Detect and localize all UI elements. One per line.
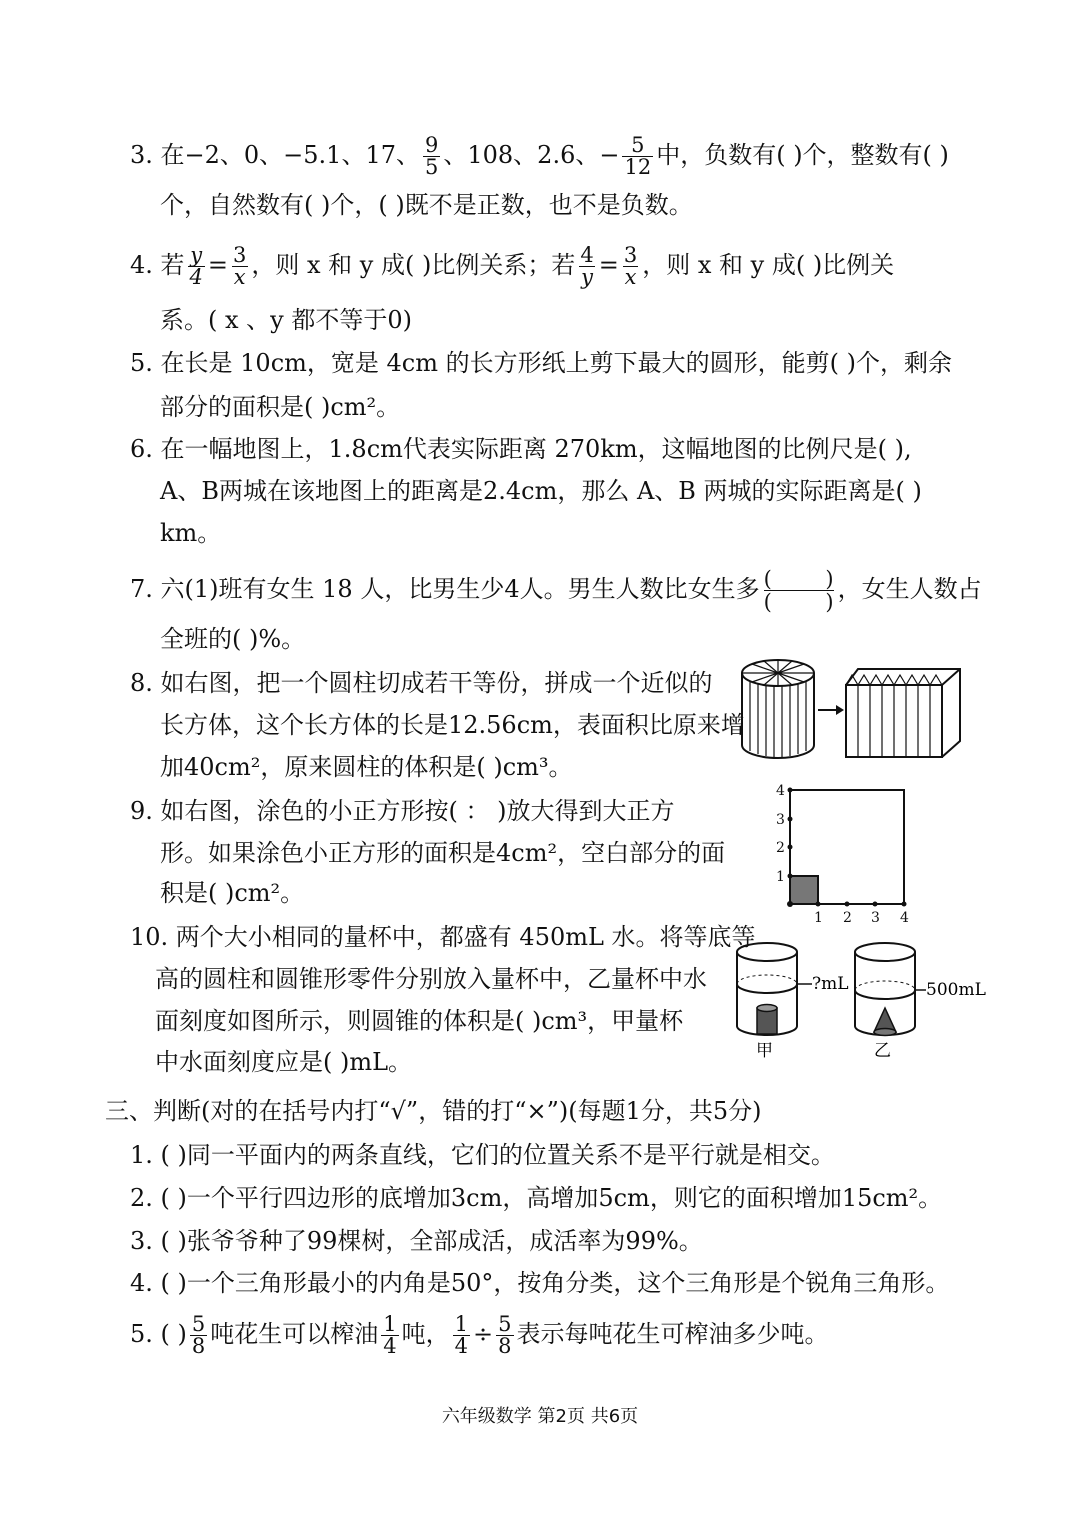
cup-a-level-label: ?mL xyxy=(812,974,849,994)
q7-line1: 7. 六(1)班有女生 18 人，比男生少4人。男生人数比女生多 ( ) ( ) ，女生人数占 xyxy=(130,567,982,614)
x-tick-label: 2 xyxy=(843,910,852,926)
q9-line1: 9. 如右图，涂色的小正方形按( ： )放大得到大正方 xyxy=(130,797,675,825)
q4-line1: 4. 若 $\frac{y}{4}$ = $\frac{3}{x}$ ，则 x 和 y 成( )比例关系；若 $\frac{4}{y}$ = $\frac{3}{x}$ ，则 x 和 y 成( )比例关 xyxy=(130,243,895,289)
fraction: $\frac{1}{4}$ xyxy=(383,1312,397,1358)
q10-line3: 面刻度如图所示，则圆锥的体积是( )cm³，甲量杯 xyxy=(155,1007,684,1035)
y-tick-label: 2 xyxy=(776,840,785,856)
q9-line3: 积是( )cm²。 xyxy=(160,879,305,907)
y-tick-label: 4 xyxy=(776,783,785,799)
q8-line1: 8. 如右图，把一个圆柱切成若干等份，拼成一个近似的 xyxy=(130,669,713,697)
blank-fraction: ( ) ( ) xyxy=(763,567,834,614)
q6-line2: A、B两城在该地图上的距离是2.4cm，那么 A、B 两城的实际距离是( ) xyxy=(160,477,922,505)
measuring-cups-figure xyxy=(732,938,986,1063)
judge-item-2: 2. ( )一个平行四边形的底增加3cm，高增加5cm，则它的面积增加15cm²。 xyxy=(130,1184,943,1212)
q10-line2: 高的圆柱和圆锥形零件分别放入量杯中，乙量杯中水 xyxy=(155,965,707,993)
arrow-icon xyxy=(818,705,844,715)
square-grid-figure xyxy=(768,782,918,927)
q3-line2: 个，自然数有( )个，( )既不是正数，也不是负数。 xyxy=(160,191,693,219)
fraction: $\frac{1}{4}$ xyxy=(454,1312,469,1358)
y-tick-label: 3 xyxy=(776,812,785,828)
q5-line2: 部分的面积是( )cm²。 xyxy=(160,393,401,421)
q10-line1: 10. 两个大小相同的量杯中，都盛有 450mL 水。将等底等 xyxy=(130,923,756,951)
cup-a-label: 甲 xyxy=(756,1041,773,1061)
q7-line2: 全班的( )%。 xyxy=(160,625,306,653)
q10-line4: 中水面刻度应是( )mL。 xyxy=(155,1048,413,1076)
x-tick-label: 4 xyxy=(900,910,909,926)
fraction: $\frac{4}{y}$ xyxy=(580,243,594,289)
q6-line3: km。 xyxy=(160,519,222,547)
cup-b-level-label: 500mL xyxy=(926,980,986,1000)
fraction: $\frac{5}{8}$ xyxy=(498,1312,512,1358)
cup-b-label: 乙 xyxy=(874,1041,891,1061)
q3-line1: 3. 在−2、0、−5.1、17、 $\frac{9}{5}$ 、108、2.6、− $\frac{5}{12}$ 中，负数有( )个，整数有( ) xyxy=(130,133,949,179)
q5-line1: 5. 在长是 10cm，宽是 4cm 的长方形纸上剪下最大的圆形，能剪( )个，剩余 xyxy=(130,349,952,377)
small-cone-part xyxy=(874,1008,896,1036)
q6-line1: 6. 在一幅地图上，1.8cm代表实际距离 270km，这幅地图的比例尺是( ), xyxy=(130,435,912,463)
q8-line2: 长方体，这个长方体的长是12.56cm，表面积比原来增 xyxy=(160,711,745,739)
fraction: $\frac{5}{8}$ xyxy=(191,1312,206,1358)
shaded-small-square xyxy=(790,876,818,904)
judge-item-4: 4. ( )一个三角形最小的内角是50°，按角分类，这个三角形是个锐角三角形。 xyxy=(130,1269,950,1297)
q4-line2: 系。( x 、y 都不等于0) xyxy=(160,306,412,334)
section3-title: 三、判断(对的在括号内打“√”，错的打“×”)(每题1分，共5分) xyxy=(105,1097,762,1125)
x-tick-label: 3 xyxy=(871,910,880,926)
fraction: $\frac{9}{5}$ xyxy=(425,133,439,179)
q8-line3: 加40cm²，原来圆柱的体积是( )cm³。 xyxy=(160,753,573,781)
judge-item-3: 3. ( )张爷爷种了99棵树，全部成活，成活率为99%。 xyxy=(130,1227,703,1255)
q9-line2: 形。如果涂色小正方形的面积是4cm²，空白部分的面 xyxy=(160,839,726,867)
fraction: $\frac{y}{4}$ xyxy=(189,243,203,289)
judge-item-1: 1. ( )同一平面内的两条直线，它们的位置关系不是平行就是相交。 xyxy=(130,1141,835,1169)
x-tick-label: 1 xyxy=(814,910,823,926)
page-footer: 六年级数学 第2页 共6页 xyxy=(441,1406,639,1427)
fraction: $\frac{3}{x}$ xyxy=(233,243,247,289)
cylinder-figure xyxy=(738,655,970,765)
judge-item-5: 5. ( ) $\frac{5}{8}$ 吨花生可以榨油 $\frac{1}{4}$ 吨， $\frac{1}{4}$ ÷ $\frac{5}{8}$ 表示每吨花生可榨油多少吨。 xyxy=(130,1312,829,1358)
small-cylinder-part xyxy=(757,1005,777,1035)
y-tick-label: 1 xyxy=(776,869,785,885)
fraction: $\frac{5}{12}$ xyxy=(624,133,652,179)
fraction: $\frac{3}{x}$ xyxy=(623,243,638,289)
